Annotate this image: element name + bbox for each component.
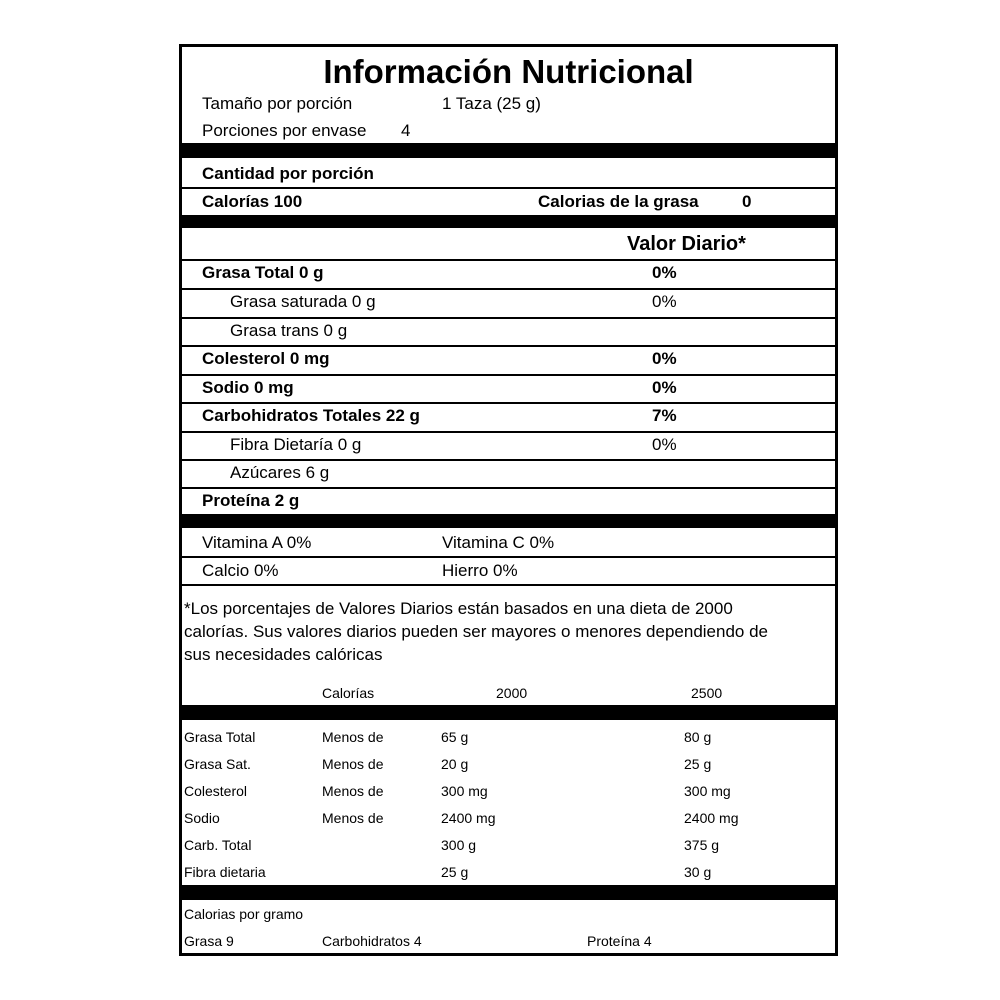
nutrient-label: Grasa trans 0 g xyxy=(230,321,348,340)
ref-nutrient: Fibra dietaria xyxy=(184,864,266,880)
nutrient-label: Proteína 2 g xyxy=(202,491,300,510)
ref-header-2000: 2000 xyxy=(496,685,528,701)
nutrient-label: Grasa saturada 0 g xyxy=(230,292,376,311)
vitamin-a: Vitamina A 0% xyxy=(202,533,312,552)
nutrient-daily-value: 0% xyxy=(652,349,677,368)
thick-divider xyxy=(182,514,835,528)
ref-header-calories: Calorías xyxy=(322,685,375,701)
nutrient-label: Fibra Dietaría 0 g xyxy=(230,435,362,454)
ref-value-2000: 20 g xyxy=(441,756,469,772)
divider xyxy=(182,584,835,586)
nutrient-daily-value: 0% xyxy=(652,263,677,282)
amount-per-serving: Cantidad por porción xyxy=(202,164,374,183)
nutrient-label: Carbohidratos Totales 22 g xyxy=(202,406,420,425)
thick-divider xyxy=(182,215,835,228)
divider xyxy=(182,487,835,489)
ref-nutrient: Sodio xyxy=(184,810,220,826)
divider xyxy=(182,556,835,558)
ref-limit: Menos de xyxy=(322,729,384,745)
ref-nutrient: Grasa Sat. xyxy=(184,756,251,772)
thick-divider xyxy=(182,143,835,158)
ref-value-2500: 375 g xyxy=(684,837,720,853)
ref-value-2000: 300 mg xyxy=(441,783,488,799)
ref-nutrient: Colesterol xyxy=(184,783,248,799)
ref-nutrient: Carb. Total xyxy=(184,837,252,853)
divider xyxy=(182,431,835,433)
divider xyxy=(182,317,835,319)
ref-value-2500: 30 g xyxy=(684,864,712,880)
nutrient-daily-value: 0% xyxy=(652,292,677,311)
divider xyxy=(182,402,835,404)
ref-value-2000: 25 g xyxy=(441,864,469,880)
calories-from-fat-value: 0 xyxy=(742,192,752,211)
ref-value-2500: 300 mg xyxy=(684,783,731,799)
calories-per-gram-fat: Grasa 9 xyxy=(184,933,234,949)
serving-size-label: Tamaño por porción xyxy=(202,94,353,113)
calories-from-fat-label: Calorias de la grasa xyxy=(538,192,699,211)
divider xyxy=(182,288,835,290)
vitamin-c: Vitamina C 0% xyxy=(442,533,555,552)
divider xyxy=(182,459,835,461)
ref-value-2500: 80 g xyxy=(684,729,712,745)
ref-value-2000: 300 g xyxy=(441,837,477,853)
ref-limit: Menos de xyxy=(322,810,384,826)
footnote-line: calorías. Sus valores diarios pueden ser mayores o menores dependiendo de xyxy=(184,622,769,641)
calories-per-gram-label: Calorias por gramo xyxy=(184,906,304,922)
nutrient-label: Colesterol 0 mg xyxy=(202,349,330,368)
calcium: Calcio 0% xyxy=(202,561,279,580)
nutrient-daily-value: 0% xyxy=(652,435,677,454)
ref-limit: Menos de xyxy=(322,756,384,772)
ref-value-2500: 25 g xyxy=(684,756,712,772)
daily-value-header: Valor Diario* xyxy=(627,233,746,255)
divider xyxy=(182,259,835,261)
ref-value-2500: 2400 mg xyxy=(684,810,739,826)
nutrient-daily-value: 0% xyxy=(652,378,677,397)
ref-value-2000: 2400 mg xyxy=(441,810,496,826)
calories-per-gram-carbs: Carbohidratos 4 xyxy=(322,933,422,949)
footnote-line: *Los porcentajes de Valores Diarios están basados en una dieta de 2000 xyxy=(184,599,733,618)
nutrient-label: Sodio 0 mg xyxy=(202,378,294,397)
iron: Hierro 0% xyxy=(442,561,518,580)
ref-nutrient: Grasa Total xyxy=(184,729,256,745)
ref-value-2000: 65 g xyxy=(441,729,469,745)
divider xyxy=(182,187,835,189)
calories-per-gram-protein: Proteína 4 xyxy=(587,933,652,949)
nutrient-label: Grasa Total 0 g xyxy=(202,263,324,282)
divider xyxy=(182,345,835,347)
label-title: Información Nutricional xyxy=(323,53,694,90)
footnote-line: sus necesidades calóricas xyxy=(184,645,383,664)
serving-size-value: 1 Taza (25 g) xyxy=(442,94,541,113)
nutrition-facts-label xyxy=(179,44,838,956)
thick-divider xyxy=(182,705,835,720)
nutrient-daily-value: 7% xyxy=(652,406,677,425)
ref-limit: Menos de xyxy=(322,783,384,799)
divider xyxy=(182,374,835,376)
nutrient-label: Azúcares 6 g xyxy=(230,463,330,482)
ref-header-2500: 2500 xyxy=(691,685,723,701)
calories-label: Calorías 100 xyxy=(202,192,303,211)
servings-per-container-value: 4 xyxy=(401,121,411,140)
servings-per-container-label: Porciones por envase xyxy=(202,121,367,140)
thick-divider xyxy=(182,885,835,900)
